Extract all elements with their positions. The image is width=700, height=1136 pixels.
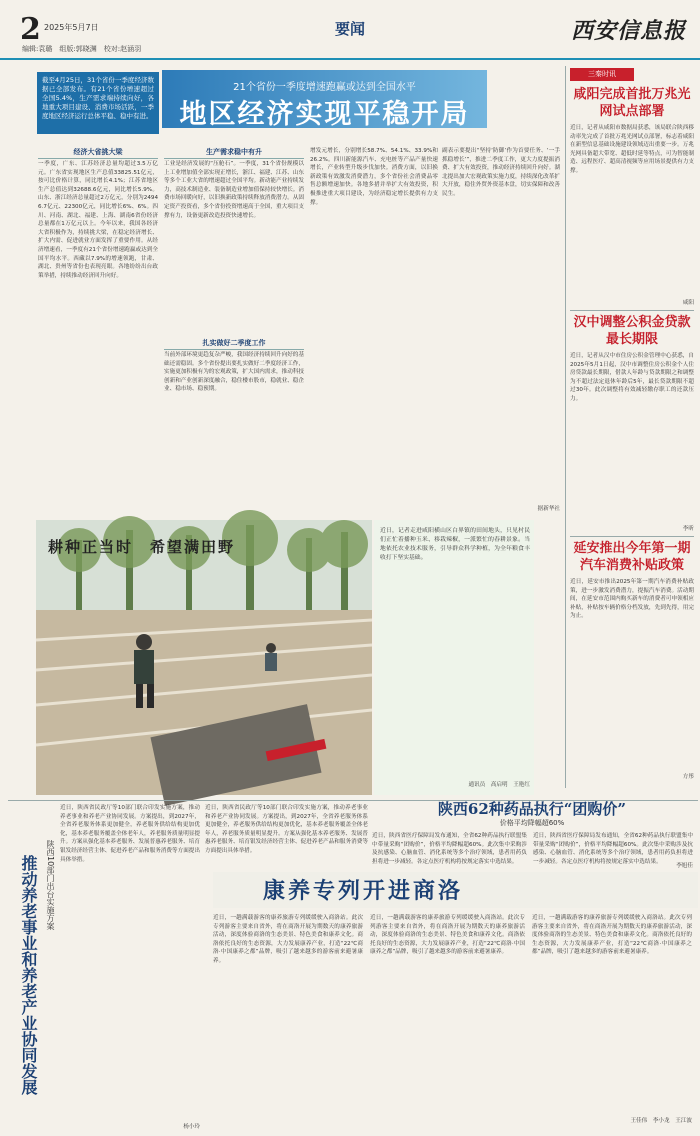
rule bbox=[570, 536, 694, 537]
section-title: 要闻 bbox=[334, 20, 365, 38]
kangyang-byline: 王佳伟 李小龙 王江波 bbox=[630, 1118, 692, 1124]
hanzhong-text: 近日，记者从汉中市住房公积金管理中心获悉，自2025年5月1日起，汉中市调整住房公积金个人住房贷款最长期限，借款人年龄与贷款期限之和调整为不超过法定退休年龄后5年，最长贷款期限不超过30年。此次调整将有效减轻缴存职工的还款压力。 bbox=[570, 353, 694, 402]
economy-byline: 据新华社 bbox=[537, 506, 560, 512]
col2b-text: 当前外部环境更趋复杂严峻，我国经济持续回升向好的基础还需稳固。多个省份提出要扎实做好二季度经济工作，实施更加积极有为的宏观政策，扩大国内需求，推动科技创新和产业创新深度融合，稳住楼市股市，稳就业、稳企业、稳市场、稳预期。 bbox=[164, 352, 304, 393]
col2-text: 工业是经济发展的“压舱石”。一季度，31个省份规模以上工业增加值全部实现正增长，浙江、福建、江苏、山东等多个工业大省的增速超过全国平均。新动能产业持续发力，高技术制造业、装备制造业增加值保持较快增长。消费市场回暖向好，以旧换新政策持续释放消费潜力。从固定资产投资看，多个省份投资增速高于全国，重大项目支撑有力，设备更新改造投资快速增长。 bbox=[164, 161, 304, 219]
editor-credits: 编辑:袁璐 组版:郭晓渊 校对:赵涵羽 bbox=[22, 45, 142, 53]
drug-text: 近日，陕西省医疗保障局发布通知，全省62种药品执行联盟集中带量采购“团购价”，价格平均降幅超60%。此次集中采购涉及抗感染、心脑血管、消化系统等多个治疗领域，患者用药负担将进一步减轻。各定点医疗机构将按规定落实中选结果。 bbox=[372, 833, 527, 865]
lead-summary: 截至4月25日，31个省份一季度经济数据已全部发布。有21个省份增速超过全国5.4%，生产需求端持续向好，各地重大项目建设、消费市场活跃，一季度地区经济运行总体平稳、稳中有进。 bbox=[37, 72, 159, 134]
col3-text: 增发元增长，分别增长58.7%、54.1%、33.9%和26.2%。四川新能源汽车、充电桩等产品产量快速增长，产业转型升级步伐加快。消费方面，以旧换新政策有效激发消费潜力，多个省份社会消费品零售总额增速加快。各地多措并举扩大有效投资，积极推进重大项目建设，为经济稳定增长提供有力支撑。 bbox=[310, 148, 438, 206]
column-rule bbox=[565, 66, 566, 788]
hanzhong-title: 汉中调整公积金贷款最长期限 bbox=[573, 315, 691, 347]
col1-text: 一季度，广东、江苏经济总量均超过3.5万亿元。广东省实现地区生产总值33825.51亿元，按可比价格计算，同比增长4.1%；江苏省地区生产总值达到32688.6亿元，同比增长5.9%。山东、浙江经济总量超过2万亿元，分别为24946.7亿元、22300亿元，同比增长6%、6%。四川、河南、湖北、福建、上海、湖南6省份经济总量都在1万亿元以上。今年以来，我国各经济大省积极作为，持续挑大梁，在稳定经济增长、扩大内需、促进就业方面发挥了重要作用。从经济增速看，一季度有21个省份增速跑赢或达到全国平均水平。西藏以7.9%的增速领跑，甘肃、湖北、贵州等省份也表现亮眼。各地纷纷出台政策举措，持续推动经济回升向好。 bbox=[38, 161, 158, 279]
drug-byline: 李旭佳 bbox=[676, 863, 693, 869]
drug-text-cont: 近日，陕西省医疗保障局发布通知，全省62种药品执行联盟集中带量采购“团购价”，价格平均降幅超60%。此次集中采购涉及抗感染、心脑血管、消化系统等多个治疗领域，患者用药负担将进一步减轻。各定点医疗机构将按规定落实中选结果。 bbox=[533, 833, 693, 865]
farming-illustration bbox=[36, 520, 372, 795]
drug-title: 陕西62种药品执行“团购价” bbox=[437, 800, 627, 818]
col1-subhead: 经济大省挑大梁 bbox=[38, 147, 158, 159]
pension-title: 推动养老事业和养老产业协同发展 bbox=[19, 855, 38, 1095]
issue-date: 2025年5月7日 bbox=[44, 23, 99, 32]
pension-text-cont: 近日，陕西省民政厅等10部门联合印发实施方案，推动养老事业和养老产业协同发展。方案提出，到2027年，全省养老服务体系更加健全，养老服务供给结构更加优化，基本养老服务覆盖全体老年人，养老服务质量明显提升。方案从强化基本养老服务、发展普惠养老服务、培育银发经济经营主体、促进养老产品和服务消费等方面提出具体举措。 bbox=[205, 805, 368, 854]
xianyang-byline: 咸阳 bbox=[682, 300, 694, 306]
newspaper-logo: 西安信息报 bbox=[570, 18, 686, 44]
headline-title: 地区经济实现平稳开局 bbox=[179, 99, 470, 130]
drug-subtitle: 价格平均降幅超60% bbox=[499, 819, 565, 827]
pension-subtitle: 陕西10部门出台实施方案 bbox=[46, 840, 55, 931]
col4-text: 副表示要提出“坚持‘防御’作为首要任务、‘一手抓稳增长’”，推进二季度工作，更大力度提振消费、扩大有效投资，推动经济持续回升向好。湖北提出加大宏观政策实施力度，持续深化改革扩大开放，稳住外贸外资基本盘，切实保障和改善民生。 bbox=[442, 148, 560, 197]
pension-byline: 杨小玲 bbox=[183, 1124, 200, 1130]
page-number: 2 bbox=[20, 12, 41, 47]
headline-banner bbox=[162, 70, 487, 128]
rule bbox=[570, 310, 694, 311]
yanan-text: 近日，延安市推出2025年第一期汽车消费补贴政策，进一步激发消费潜力，提振汽车消费。活动期间，在延安市范围内购买新车的消费者可申领相应补贴，补贴按车辆价格分档发放，先到先得，用完为止。 bbox=[570, 579, 694, 620]
kangyang-title: 康养专列开进商洛 bbox=[262, 878, 463, 904]
section-tag: 三秦时讯 bbox=[570, 68, 634, 81]
photo-byline: 通讯员 高启明 王艳红 bbox=[468, 782, 530, 788]
yanan-byline: 方彤 bbox=[682, 774, 694, 780]
hanzhong-byline: 李昕 bbox=[682, 526, 694, 532]
col2-subhead: 生产需求稳中有升 bbox=[164, 147, 304, 159]
kangyang-text-3: 近日，一趟满载游客的康养旅游专列缓缓驶入商洛站。此次专列游客主要来自省外，将在商洛开展为期数天的康养旅游活动，深度体验商洛的生态美景、特色美食和康养文化。商洛依托良好的生态资源，大力发展康养产业，打造“22℃商洛·中国康养之都”品牌，吸引了越来越多的游客前来避暑康养。 bbox=[532, 915, 692, 956]
photo-caption: 近日，记者走进咸阳横山区白界镇的田间地头，只见村民们正忙着播种玉米、移栽辣椒，一派繁忙的春耕景象。当地依托农业技术服务，引导群众科学种植，为全年粮食丰收打下坚实基础。 bbox=[380, 528, 530, 561]
farming-photo bbox=[36, 520, 372, 795]
kangyang-text-2: 近日，一趟满载游客的康养旅游专列缓缓驶入商洛站。此次专列游客主要来自省外，将在商洛开展为期数天的康养旅游活动，深度体验商洛的生态美景、特色美食和康养文化。商洛依托良好的生态资源，大力发展康养产业，打造“22℃商洛·中国康养之都”品牌，吸引了越来越多的游客前来避暑康养。 bbox=[370, 915, 525, 956]
yanan-title: 延安推出今年第一期汽车消费补贴政策 bbox=[573, 541, 691, 573]
kangyang-text-1: 近日，一趟满载游客的康养旅游专列缓缓驶入商洛站。此次专列游客主要来自省外，将在商洛开展为期数天的康养旅游活动，深度体验商洛的生态美景、特色美食和康养文化。商洛依托良好的生态资源，大力发展康养产业，打造“22℃商洛·中国康养之都”品牌，吸引了越来越多的游客前来避暑康养。 bbox=[213, 915, 363, 964]
photo-title: 耕种正当时 希望满田野 bbox=[48, 538, 236, 556]
pension-text: 近日，陕西省民政厅等10部门联合印发实施方案，推动养老事业和养老产业协同发展。方案提出，到2027年，全省养老服务体系更加健全，养老服务供给结构更加优化，基本养老服务覆盖全体老年人，养老服务质量明显提升。方案从强化基本养老服务、发展普惠养老服务、培育银发经济经营主体、促进养老产品和服务消费等方面提出具体举措。 bbox=[60, 805, 200, 863]
col2b-subhead: 扎实做好二季度工作 bbox=[164, 338, 304, 350]
xianyang-title: 咸阳完成首批万兆光网试点部署 bbox=[573, 87, 691, 119]
headline-subtitle: 21个省份一季度增速跑赢或达到全国水平 bbox=[233, 82, 416, 93]
xianyang-text: 近日，记者从咸阳市数据局获悉，该局联合陕西移动率先完成了首批万兆光网试点部署，标志着咸阳在新型信息基础设施建设领域迈出重要一步。万兆光网具备超大带宽、超低时延等特点，可为智能制造、远程医疗、超高清视频等应用场景提供有力支撑。 bbox=[570, 125, 694, 174]
